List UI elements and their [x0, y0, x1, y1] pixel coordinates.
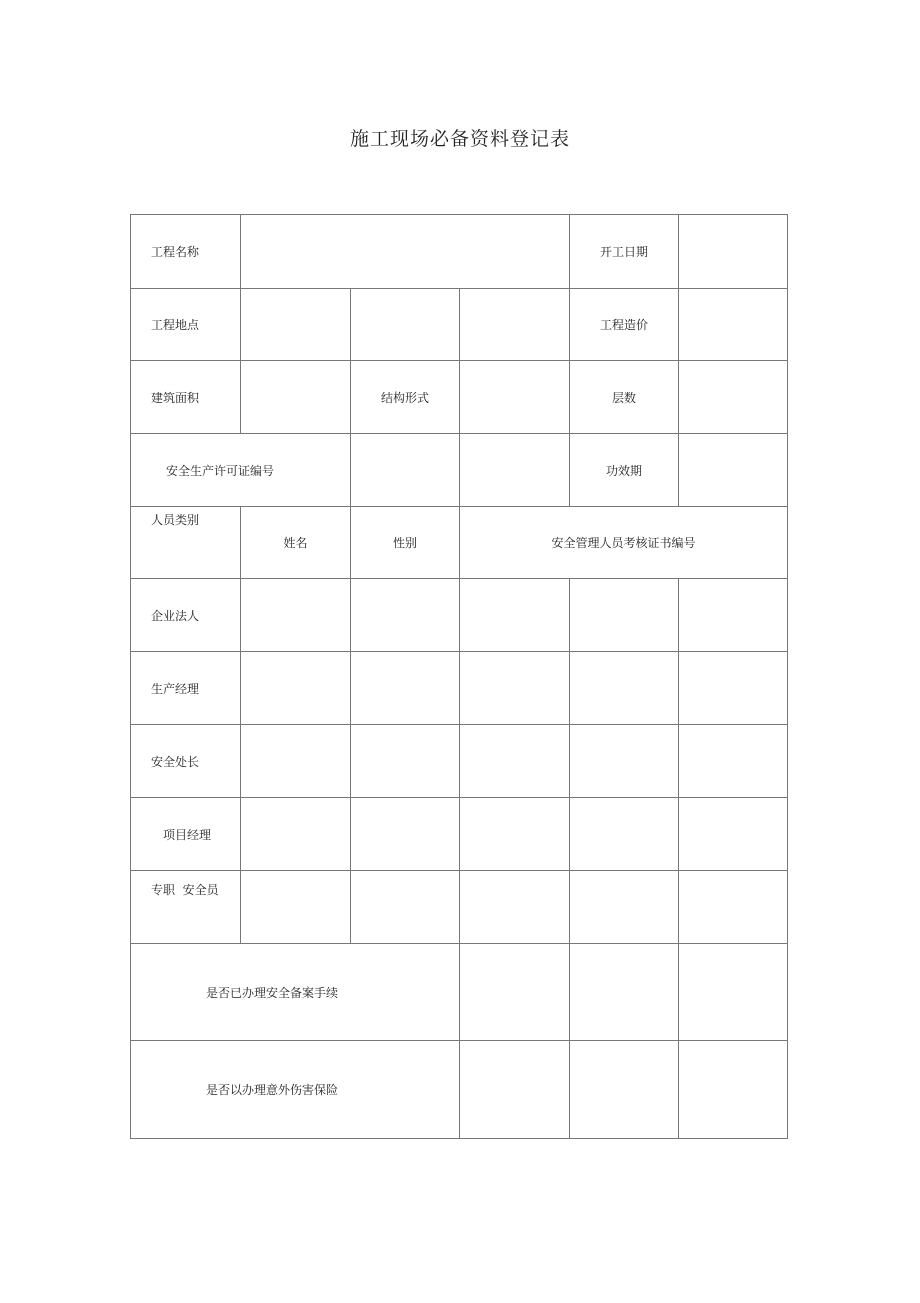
safety-director-name-field[interactable] — [240, 724, 351, 798]
safety-permit-field-2[interactable] — [459, 433, 570, 507]
safety-permit-field-1[interactable] — [350, 433, 460, 507]
validity-label: 功效期 — [569, 433, 679, 507]
project-cost-field[interactable] — [678, 288, 788, 361]
safety-filing-field-1[interactable] — [459, 943, 570, 1041]
project-name-field[interactable] — [240, 214, 570, 289]
accident-insurance-field-3[interactable] — [678, 1040, 788, 1139]
legal-person-cert-field-1[interactable] — [459, 578, 570, 652]
name-header: 姓名 — [240, 506, 351, 579]
project-location-field-3[interactable] — [459, 288, 570, 361]
project-manager-cert-field-1[interactable] — [459, 797, 570, 871]
structure-form-label: 结构形式 — [350, 360, 460, 434]
legal-person-cert-field-3[interactable] — [678, 578, 788, 652]
legal-person-name-field[interactable] — [240, 578, 351, 652]
safety-director-cert-field-2[interactable] — [569, 724, 679, 798]
project-location-field-1[interactable] — [240, 288, 351, 361]
floors-field[interactable] — [678, 360, 788, 434]
production-manager-cert-field-1[interactable] — [459, 651, 570, 725]
safety-permit-label: 安全生产许可证编号 — [130, 433, 351, 507]
project-manager-name-field[interactable] — [240, 797, 351, 871]
safety-officer-cert-field-3[interactable] — [678, 870, 788, 944]
role-legal-person: 企业法人 — [130, 578, 241, 652]
legal-person-cert-field-2[interactable] — [569, 578, 679, 652]
project-cost-label: 工程造价 — [569, 288, 679, 361]
production-manager-cert-field-3[interactable] — [678, 651, 788, 725]
role-project-manager: 项目经理 — [130, 797, 241, 871]
safety-director-cert-field-3[interactable] — [678, 724, 788, 798]
personnel-category-label: 人员类别 — [130, 506, 241, 579]
project-manager-gender-field[interactable] — [350, 797, 460, 871]
accident-insurance-field-1[interactable] — [459, 1040, 570, 1139]
project-location-field-2[interactable] — [350, 288, 460, 361]
project-location-label: 工程地点 — [130, 288, 241, 361]
accident-insurance-label: 是否以办理意外伤害保险 — [130, 1040, 460, 1139]
structure-form-field[interactable] — [459, 360, 570, 434]
legal-person-gender-field[interactable] — [350, 578, 460, 652]
gender-header: 性别 — [350, 506, 460, 579]
project-manager-cert-field-2[interactable] — [569, 797, 679, 871]
production-manager-cert-field-2[interactable] — [569, 651, 679, 725]
building-area-label: 建筑面积 — [130, 360, 241, 434]
floors-label: 层数 — [569, 360, 679, 434]
safety-officer-cert-field-1[interactable] — [459, 870, 570, 944]
role-production-manager: 生产经理 — [130, 651, 241, 725]
registration-table — [130, 214, 788, 1139]
cert-number-header: 安全管理人员考核证书编号 — [459, 506, 788, 579]
building-area-field[interactable] — [240, 360, 351, 434]
role-safety-director: 安全处长 — [130, 724, 241, 798]
safety-filing-field-2[interactable] — [569, 943, 679, 1041]
production-manager-name-field[interactable] — [240, 651, 351, 725]
start-date-field[interactable] — [678, 214, 788, 289]
safety-officer-name-field[interactable] — [240, 870, 351, 944]
safety-officer-cert-field-2[interactable] — [569, 870, 679, 944]
start-date-label: 开工日期 — [569, 214, 679, 289]
safety-director-gender-field[interactable] — [350, 724, 460, 798]
safety-filing-field-3[interactable] — [678, 943, 788, 1041]
safety-officer-gender-field[interactable] — [350, 870, 460, 944]
safety-director-cert-field-1[interactable] — [459, 724, 570, 798]
project-manager-cert-field-3[interactable] — [678, 797, 788, 871]
safety-filing-label: 是否已办理安全备案手续 — [130, 943, 460, 1041]
validity-field[interactable] — [678, 433, 788, 507]
accident-insurance-field-2[interactable] — [569, 1040, 679, 1139]
page-title: 施工现场必备资料登记表 — [349, 128, 570, 150]
role-safety-officer: 专职 安全员 — [130, 870, 241, 944]
project-name-label: 工程名称 — [130, 214, 241, 289]
production-manager-gender-field[interactable] — [350, 651, 460, 725]
